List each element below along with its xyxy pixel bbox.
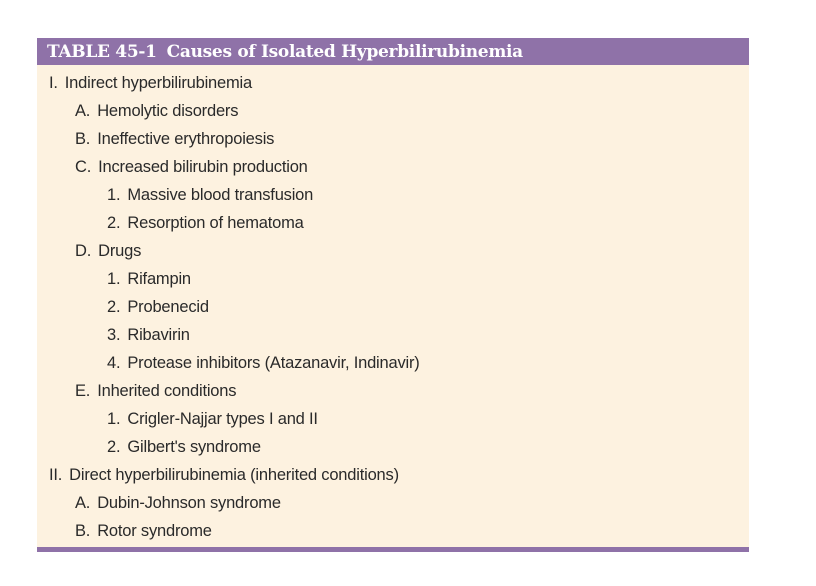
outline-item-level-3: [37, 293, 749, 321]
outline-text: Rotor syndrome: [97, 522, 212, 540]
outline-marker: 4.: [107, 354, 121, 372]
table-label: TABLE 45-1: [47, 41, 157, 62]
outline-marker: 2.: [107, 298, 121, 316]
outline-item-level-2: [37, 153, 749, 181]
outline-marker: II.: [49, 466, 63, 484]
outline-item-level-3: [37, 209, 749, 237]
outline-marker: C.: [75, 158, 92, 176]
outline-text: Ribavirin: [127, 326, 190, 344]
outline-text: Rifampin: [127, 270, 191, 288]
outline-marker: D.: [75, 242, 92, 260]
outline-marker: A.: [75, 494, 91, 512]
outline-marker: 2.: [107, 438, 121, 456]
outline-item-level-3: [37, 349, 749, 377]
outline-text: Drugs: [98, 242, 142, 260]
outline-item-level-3: [37, 433, 749, 461]
outline-text: Inherited conditions: [97, 382, 237, 400]
table-body: [37, 65, 749, 547]
outline-item-level-3: [37, 181, 749, 209]
outline-item-level-2: [37, 489, 749, 517]
outline-text: Crigler-Najjar types I and II: [127, 410, 318, 428]
table-45-1: [37, 38, 749, 552]
outline-text: Gilbert's syndrome: [127, 438, 261, 456]
outline-marker: 1.: [107, 270, 121, 288]
outline-marker: B.: [75, 522, 91, 540]
outline-text: Protease inhibitors (Atazanavir, Indinavir): [127, 354, 420, 372]
outline-item-level-2: [37, 517, 749, 545]
outline-text: Increased bilirubin production: [98, 158, 308, 176]
outline-text: Direct hyperbilirubinemia (inherited conditions): [69, 466, 399, 484]
outline-marker: A.: [75, 102, 91, 120]
outline-text: Indirect hyperbilirubinemia: [64, 74, 252, 92]
outline-item-level-2: [37, 97, 749, 125]
outline-item-level-2: [37, 377, 749, 405]
table-title: Causes of Isolated Hyperbilirubinemia: [166, 41, 523, 62]
outline-item-level-2: [37, 125, 749, 153]
table-header: [37, 38, 749, 65]
outline-marker: 2.: [107, 214, 121, 232]
outline-marker: 3.: [107, 326, 121, 344]
outline-text: Resorption of hematoma: [127, 214, 304, 232]
outline-text: Massive blood transfusion: [127, 186, 314, 204]
outline-marker: 1.: [107, 410, 121, 428]
outline-item-level-3: [37, 265, 749, 293]
outline-text: Ineffective erythropoiesis: [97, 130, 275, 148]
outline-marker: B.: [75, 130, 91, 148]
outline-item-level-1: [37, 461, 749, 489]
outline-text: Hemolytic disorders: [97, 102, 239, 120]
outline-marker: I.: [49, 74, 58, 92]
outline-item-level-3: [37, 405, 749, 433]
outline-marker: E.: [75, 382, 91, 400]
outline-text: Probenecid: [127, 298, 209, 316]
outline-text: Dubin-Johnson syndrome: [97, 494, 281, 512]
outline-item-level-1: [37, 69, 749, 97]
outline-item-level-3: [37, 321, 749, 349]
outline-marker: 1.: [107, 186, 121, 204]
outline-item-level-2: [37, 237, 749, 265]
